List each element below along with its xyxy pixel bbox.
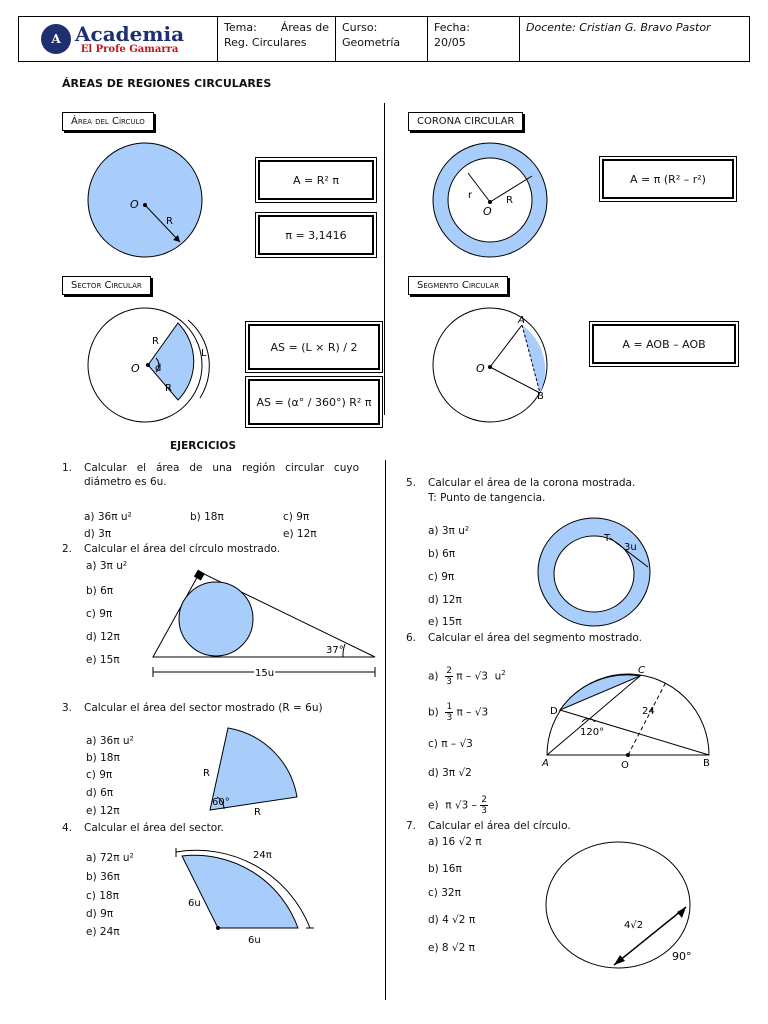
formula-circle-text: A = R² π: [293, 173, 339, 187]
q4-option-b[interactable]: b) 36π: [86, 871, 120, 883]
radius-label-r: R: [166, 216, 173, 227]
q5-option-d[interactable]: d) 12π: [428, 594, 462, 606]
formula-segment-text: A = AOB – AOB: [622, 337, 706, 351]
svg-text:R: R: [506, 195, 513, 206]
svg-text:R: R: [165, 383, 172, 394]
svg-text:C: C: [638, 665, 645, 676]
q2-option-a[interactable]: a) 3π u²: [86, 560, 128, 572]
q3-option-b[interactable]: b) 18π: [86, 752, 120, 764]
question-4: 4. Calcular el área del sector.: [62, 822, 224, 834]
formula-corona-text: A = π (R² – r²): [630, 172, 706, 186]
formula-sector-lr-text: AS = (L × R) / 2: [270, 340, 358, 354]
q4-figure: [176, 848, 314, 946]
label-area-circulo: Área del Círculo: [62, 112, 154, 131]
question-7: 7. Calcular el área del círculo.: [406, 820, 571, 832]
q1-option-d[interactable]: d) 3π: [84, 528, 112, 540]
fecha-value: 20/05: [434, 36, 466, 49]
q4-option-a[interactable]: a) 72π u²: [86, 852, 134, 864]
q6-option-b[interactable]: b) $\frac{1}{3}$ π – √3: [428, 702, 489, 723]
q2-option-c[interactable]: c) 9π: [86, 608, 113, 620]
formula-sector-alpha-text: AS = (α° / 360°) R² π: [256, 395, 372, 409]
curso-value: Geometría: [342, 36, 401, 49]
q3-option-a[interactable]: a) 36π u²: [86, 735, 134, 747]
curso-label: Curso:: [342, 21, 378, 34]
tema-value-2: Reg. Circulares: [224, 36, 307, 49]
svg-text:B: B: [537, 391, 544, 402]
svg-text:15u: 15u: [255, 668, 275, 679]
q7-figure: [546, 842, 692, 968]
svg-text:R: R: [203, 768, 210, 779]
svg-text:24: 24: [642, 706, 655, 717]
svg-text:L: L: [201, 348, 207, 359]
q1-option-a[interactable]: a) 36π u²: [84, 511, 132, 523]
logo-title: Academia: [75, 21, 185, 46]
q5-figure: [538, 518, 650, 626]
q7-option-a[interactable]: a) 16 √2 π: [428, 836, 482, 848]
center-label-o: O: [130, 198, 139, 211]
q3-option-d[interactable]: d) 6π: [86, 787, 114, 799]
q4-option-d[interactable]: d) 9π: [86, 908, 114, 920]
q1-option-c[interactable]: c) 9π: [283, 511, 310, 523]
question-6: 6. Calcular el área del segmento mostrado.: [406, 632, 643, 644]
q2-figure: [153, 570, 375, 679]
fecha-label: Fecha:: [434, 21, 470, 34]
svg-text:O: O: [483, 205, 492, 218]
svg-text:3u: 3u: [624, 542, 637, 553]
q4-option-c[interactable]: c) 18π: [86, 890, 119, 902]
question-5: 5. Calcular el área de la corona mostrada.: [406, 477, 636, 489]
q6-figure: [541, 665, 710, 771]
svg-text:120°: 120°: [580, 727, 605, 738]
svg-text:6u: 6u: [188, 898, 201, 909]
q7-option-e[interactable]: e) 8 √2 π: [428, 942, 475, 954]
question-2: 2. Calcular el área del círculo mostrado.: [62, 543, 281, 555]
q6-option-e[interactable]: e) π √3 – $\frac{2}{3}$: [428, 795, 487, 816]
question-3: 3. Calcular el área del sector mostrado (R = 6u): [62, 702, 323, 714]
q6-option-c[interactable]: c) π – √3: [428, 738, 473, 750]
q2-option-b[interactable]: b) 6π: [86, 585, 114, 597]
q4-option-e[interactable]: e) 24π: [86, 926, 120, 938]
tema-label: Tema:: [224, 21, 257, 34]
svg-text:37°: 37°: [326, 645, 344, 656]
logo-subtitle: El Profe Gamarra: [80, 43, 179, 55]
q3-option-e[interactable]: e) 12π: [86, 805, 120, 817]
svg-text:d: d: [155, 363, 162, 374]
q5-option-a[interactable]: a) 3π u²: [428, 525, 470, 537]
svg-text:O: O: [621, 760, 629, 771]
q3-option-c[interactable]: c) 9π: [86, 769, 113, 781]
q1-option-e[interactable]: e) 12π: [283, 528, 317, 540]
svg-text:T: T: [604, 533, 611, 544]
formula-pi-text: π = 3,1416: [285, 228, 347, 242]
q1-option-b[interactable]: b) 18π: [190, 511, 224, 523]
question-1: 1. Calcular el área de una región circular cuyo diámetro es 6u.: [62, 462, 359, 488]
q6-option-d[interactable]: d) 3π √2: [428, 767, 472, 779]
q2-option-d[interactable]: d) 12π: [86, 631, 120, 643]
svg-text:R: R: [254, 807, 261, 818]
svg-text:B: B: [703, 758, 710, 769]
q7-option-c[interactable]: c) 32π: [428, 887, 461, 899]
q6-option-a[interactable]: a) $\frac{2}{3}$ π – √3 $u^2$: [428, 666, 506, 687]
svg-text:6u: 6u: [248, 935, 261, 946]
q5-option-c[interactable]: c) 9π: [428, 571, 455, 583]
page-title: ÁREAS DE REGIONES CIRCULARES: [62, 77, 272, 90]
question-5-note: T: Punto de tangencia.: [428, 492, 546, 504]
svg-text:90°: 90°: [672, 950, 692, 963]
svg-text:24π: 24π: [253, 850, 272, 861]
svg-text:60°: 60°: [212, 797, 230, 808]
svg-text:R: R: [152, 336, 159, 347]
svg-text:D: D: [550, 706, 558, 717]
logo-mark: A: [41, 24, 71, 54]
q2-option-e[interactable]: e) 15π: [86, 654, 120, 666]
svg-text:A: A: [542, 758, 549, 769]
q7-option-d[interactable]: d) 4 √2 π: [428, 914, 476, 926]
svg-text:A: A: [518, 315, 525, 326]
ejercicios-title: EJERCICIOS: [170, 440, 237, 452]
label-segmento: Segmento Circular: [408, 276, 508, 295]
q3-figure: [203, 728, 297, 818]
svg-text:O: O: [131, 362, 140, 375]
label-sector: Sector Circular: [62, 276, 151, 295]
docente: Docente: Cristian G. Bravo Pastor: [526, 21, 711, 34]
label-corona: CORONA CIRCULAR: [408, 112, 523, 131]
svg-text:4√2: 4√2: [624, 920, 644, 931]
q5-option-b[interactable]: b) 6π: [428, 548, 456, 560]
q5-option-e[interactable]: e) 15π: [428, 616, 462, 628]
svg-text:r: r: [468, 190, 473, 201]
svg-text:O: O: [476, 362, 485, 375]
q7-option-b[interactable]: b) 16π: [428, 863, 462, 875]
tema-value-1: Áreas de: [280, 21, 329, 34]
